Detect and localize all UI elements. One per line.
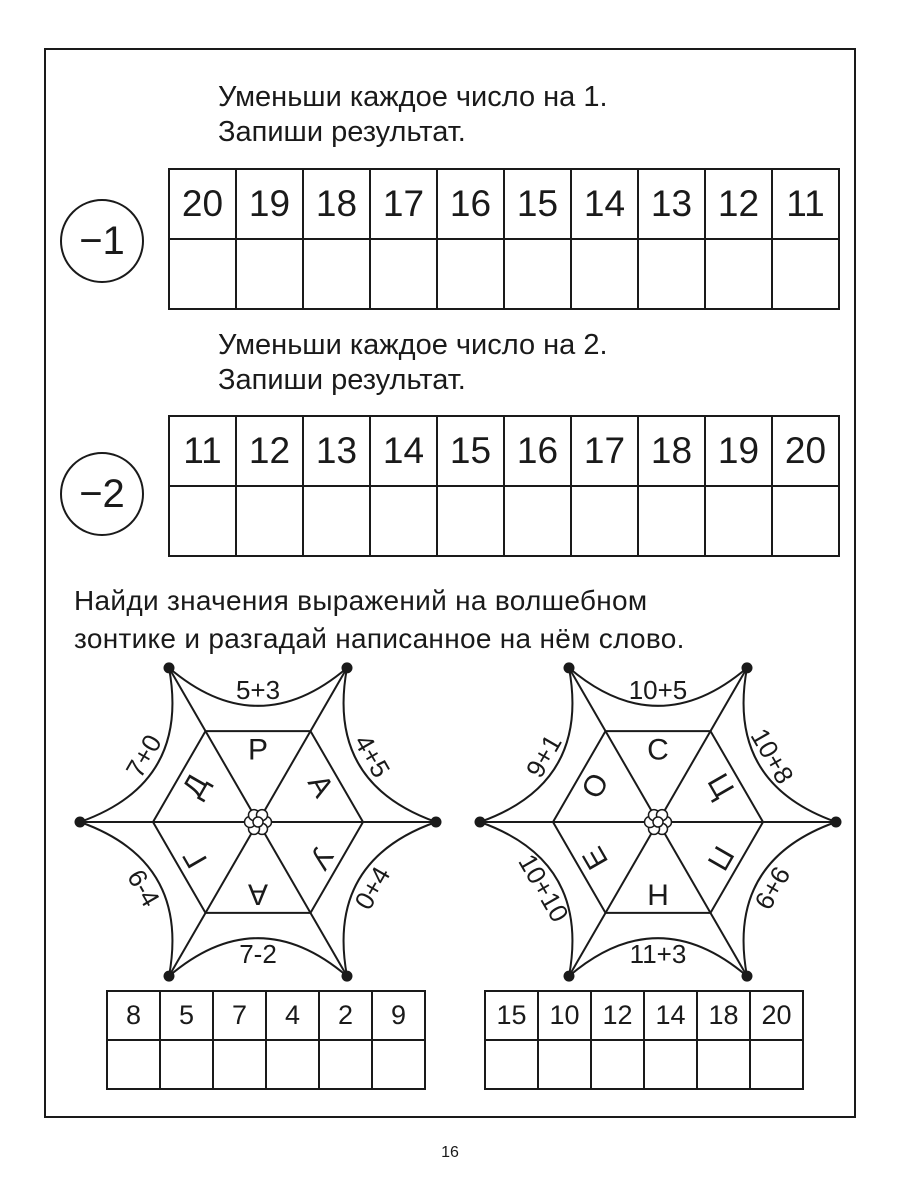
given-number-cell: 17 [571, 416, 638, 486]
given-number-cell: 7 [213, 991, 266, 1040]
given-number-cell: 8 [107, 991, 160, 1040]
expression-label: 6+6 [748, 861, 797, 915]
given-number-cell: 10 [538, 991, 591, 1040]
umbrella-tip-dot [742, 971, 753, 982]
answer-input-cell[interactable] [372, 1040, 425, 1089]
expression-label: 4+5 [348, 729, 397, 783]
hidden-letter: Р [247, 733, 269, 767]
given-number-cell: 15 [437, 416, 504, 486]
answer-input-cell[interactable] [266, 1040, 319, 1089]
hidden-letter: С [647, 733, 669, 767]
umbrella1-answer-table [106, 990, 426, 1090]
task3-line2: зонтике и разгадай написанное на нём слово. [74, 623, 685, 654]
umbrella-tip-dot [164, 971, 175, 982]
given-number-cell: 20 [750, 991, 803, 1040]
given-number-cell: 19 [236, 169, 303, 239]
given-number-cell: 12 [591, 991, 644, 1040]
answer-input-cell[interactable] [697, 1040, 750, 1089]
given-number-cell: 2 [319, 991, 372, 1040]
page-number: 16 [441, 1144, 459, 1161]
expression-label: 6-4 [121, 864, 167, 912]
given-number-cell: 16 [437, 169, 504, 239]
flower-icon [253, 817, 263, 827]
task2-line1: Уменьши каждое число на 2. [218, 329, 608, 361]
umbrella-tip-dot [164, 662, 175, 673]
given-number-cell: 18 [638, 416, 705, 486]
given-number-cell: 11 [169, 416, 236, 486]
minus-one-badge: −1 [60, 199, 144, 283]
hidden-letter: А [301, 769, 340, 803]
expression-label: 0+4 [348, 861, 397, 915]
hidden-letter: Д [176, 768, 216, 804]
minus-two-badge: −2 [60, 452, 144, 536]
flower-icon [653, 817, 663, 827]
given-number-cell: 14 [644, 991, 697, 1040]
umbrella-tip-dot [475, 817, 486, 828]
given-number-cell: 5 [160, 991, 213, 1040]
hidden-letter: Ц [700, 768, 741, 804]
task3-line1: Найди значения выражений на волшебном [74, 585, 648, 616]
hidden-letter: П [700, 840, 741, 876]
answer-input-cell[interactable] [591, 1040, 644, 1089]
given-number-cell: 15 [504, 169, 571, 239]
given-number-cell: 12 [705, 169, 772, 239]
task2-line2: Запиши результат. [218, 364, 466, 396]
hidden-letter: Г [177, 842, 214, 874]
answer-input-cell[interactable] [644, 1040, 697, 1089]
answer-input-cell[interactable] [319, 1040, 372, 1089]
given-number-cell: 13 [303, 416, 370, 486]
answer-input-cell[interactable] [213, 1040, 266, 1089]
task1-line1: Уменьши каждое число на 1. [218, 81, 608, 113]
answer-input-cell[interactable] [538, 1040, 591, 1089]
expression-label: 10+10 [512, 848, 575, 928]
given-number-cell: 15 [485, 991, 538, 1040]
given-number-cell: 14 [370, 416, 437, 486]
given-number-cell: 19 [705, 416, 772, 486]
umbrella-tip-dot [742, 662, 753, 673]
given-number-cell: 20 [169, 169, 236, 239]
hidden-letter: У [301, 841, 340, 875]
answer-input-cell[interactable] [750, 1040, 803, 1089]
umbrella-2 [475, 662, 842, 981]
umbrella-tip-dot [342, 971, 353, 982]
expression-label: 9+1 [519, 729, 568, 783]
answer-input-cell[interactable] [160, 1040, 213, 1089]
given-number-cell: 18 [303, 169, 370, 239]
expression-label: 11+3 [629, 939, 687, 969]
umbrella-1 [75, 662, 442, 981]
given-number-cell: 4 [266, 991, 319, 1040]
umbrella-tip-dot [831, 817, 842, 828]
expression-label: 7-2 [239, 939, 277, 969]
given-number-cell: 18 [697, 991, 750, 1040]
task1-line2: Запиши результат. [218, 116, 466, 148]
given-number-cell: 12 [236, 416, 303, 486]
expression-label: 5+3 [235, 675, 281, 705]
umbrella-tip-dot [431, 817, 442, 828]
given-number-cell: 14 [571, 169, 638, 239]
umbrella2-answer-table [484, 990, 804, 1090]
hidden-letter: А [247, 877, 269, 911]
umbrella-tip-dot [342, 662, 353, 673]
given-number-cell: 16 [504, 416, 571, 486]
umbrella-tip-dot [564, 662, 575, 673]
umbrella-tip-dot [564, 971, 575, 982]
hidden-letter: О [575, 767, 616, 805]
given-number-cell: 20 [772, 416, 839, 486]
answer-input-cell[interactable] [107, 1040, 160, 1089]
hidden-letter: Н [647, 877, 669, 911]
expression-label: 10+8 [744, 723, 800, 789]
expression-label: 7+0 [119, 729, 168, 783]
answer-input-cell[interactable] [485, 1040, 538, 1089]
given-number-cell: 17 [370, 169, 437, 239]
umbrella-tip-dot [75, 817, 86, 828]
given-number-cell: 13 [638, 169, 705, 239]
hidden-letter: Е [576, 841, 615, 875]
given-number-cell: 11 [772, 169, 839, 239]
expression-label: 10+5 [628, 675, 688, 705]
given-number-cell: 9 [372, 991, 425, 1040]
